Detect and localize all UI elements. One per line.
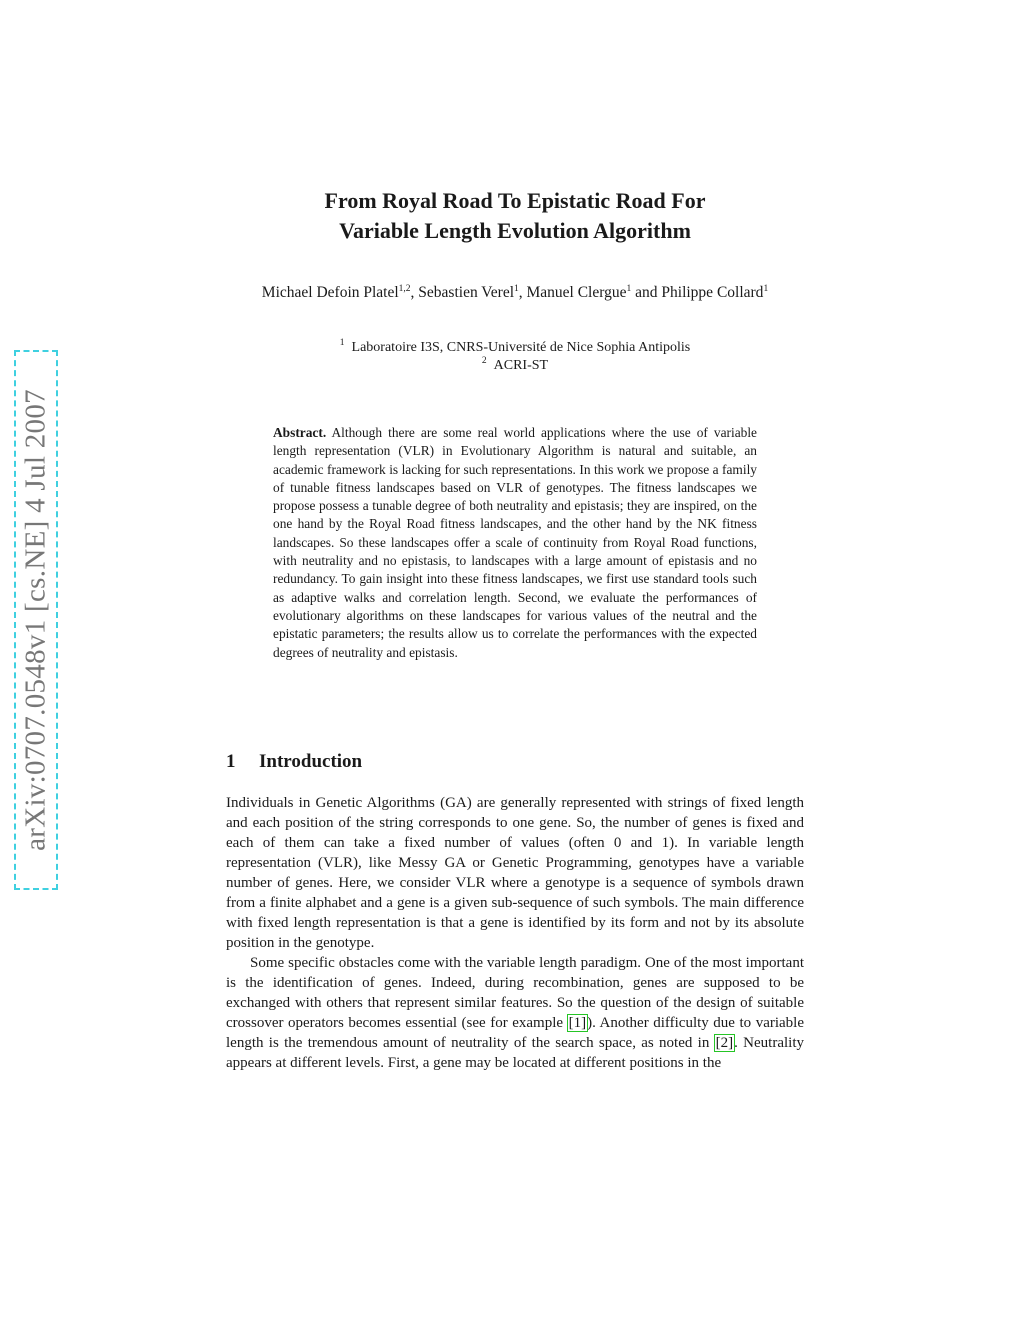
- author-name: Michael Defoin Platel: [261, 284, 399, 301]
- section-number: 1: [226, 751, 236, 772]
- paragraph-2: [226, 953, 804, 1073]
- citation-link-1[interactable]: [1]: [568, 1015, 587, 1031]
- affiliation-name: ACRI-ST: [493, 358, 549, 373]
- affiliation-number: 2: [481, 356, 487, 366]
- section-title: Introduction: [259, 751, 363, 772]
- section-body: [226, 793, 804, 1073]
- abstract-block: [273, 424, 757, 662]
- affiliation-2: [226, 357, 804, 375]
- paragraph-1: Individuals in Genetic Algorithms (GA) are generally represented with strings of fixed length and each position of the string corresponds to one gene. So, the number of genes is fixed and each of them can take a fixed number of values (often 0 and 1). In variable length representation (VLR), like Messy GA or Genetic Programming, genotypes have a variable number of genes. Here, we consider VLR where a genotype is a sequence of symbols drawn from a finite alphabet and a gene is a given sub-sequence of such symbols. The main difference with fixed length representation is that a gene is identified by its form and not by its absolute position in the genotype.: [226, 795, 804, 951]
- affiliation-list: [226, 339, 804, 375]
- citation-link-2[interactable]: [2]: [715, 1035, 734, 1051]
- affiliation-number: 1: [339, 338, 345, 348]
- affiliation-1: [226, 339, 804, 357]
- author-affil-mark: 1,2: [398, 284, 411, 294]
- arxiv-identifier-text: arXiv:0707.0548v1 [cs.NE] 4 Jul 2007: [19, 389, 52, 851]
- paragraph-2-text: . Neutrality appears at different levels. First, a gene may be located at different positions in the: [226, 1035, 804, 1071]
- author-name: , Manuel Clergue: [518, 284, 627, 301]
- affiliation-name: Laboratoire I3S, CNRS-Université de Nice Sophia Antipolis: [351, 340, 691, 355]
- author-affil-mark: 1: [763, 284, 769, 294]
- author-name: , Sebastien Verel: [410, 284, 514, 301]
- paragraph-2-text: ). Another difficulty due to variable length is the tremendous amount of neutrality of the search space, as noted in: [226, 1015, 804, 1051]
- title-line-1: From Royal Road To Epistatic Road For: [324, 188, 706, 213]
- arxiv-identifier-stamp: [14, 350, 58, 890]
- paper-title: [226, 186, 804, 246]
- title-line-2: Variable Length Evolution Algorithm: [339, 218, 691, 243]
- author-affil-mark: 1: [626, 284, 632, 294]
- abstract-text: Although there are some real world applications where the use of variable length representation (VLR) in Evolutionary Algorithm is natural and suitable, an academic framework is lacking for such representations. In this work we propose a family of tunable fitness landscapes based on VLR of genotypes. The fitness landscapes we propose possess a tunable degree of both neutrality and epistasis; they are inspired, on the one hand by the Royal Road fitness landscapes, and the other hand by the NK fitness landscapes. So these landscapes offer a scale of continuity from Royal Road functions, with neutrality and no epistasis, to landscapes with a large amount of epistasis and no redundancy. To gain insight into these fitness landscapes, we first use standard tools such as adaptive walks and correlation length. Second, we evaluate the performances of evolutionary algorithms on these landscapes for various values of the neutral and the epistatic parameters; the results allow us to correlate the performances with the expected degrees of neutrality and epistasis.: [273, 425, 757, 660]
- abstract-label: Abstract.: [273, 425, 327, 440]
- author-affil-mark: 1: [514, 284, 519, 294]
- author-name: and Philippe Collard: [631, 284, 764, 301]
- section-heading: [226, 751, 362, 773]
- paragraph-2-text: Some specific obstacles come with the variable length paradigm. One of the most important is the identification of genes. Indeed, during recombination, genes are supposed to be exchanged with others that represent similar features. So the question of the design of suitable crossover operators becomes essential (see for example: [226, 955, 804, 1031]
- author-list: [226, 283, 804, 303]
